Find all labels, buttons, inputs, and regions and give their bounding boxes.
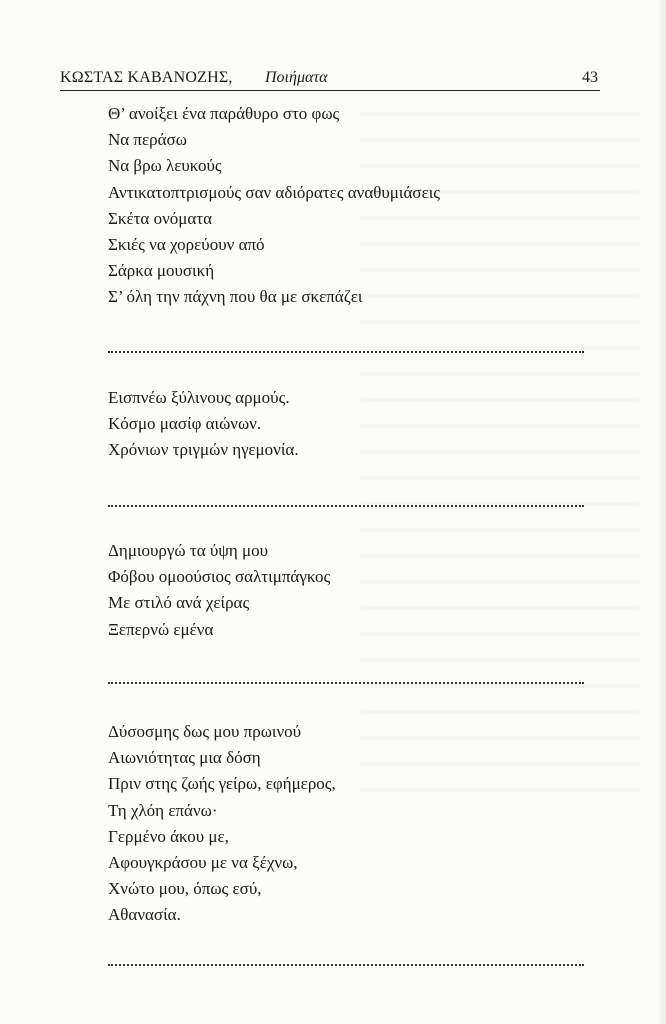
poem-line: Αθανασία. xyxy=(108,905,181,925)
poem-line: Δύσοσμης δως μου πρωινού xyxy=(108,722,302,741)
poem-line: Αφουγκράσου με να ξέχνω, xyxy=(108,853,298,873)
poem-line: Τη χλόη επάνω· xyxy=(108,800,218,820)
poem-line: Σ’ όλη την πάχνη που θα με σκεπάζει xyxy=(108,287,363,307)
poem-line: Χρόνιων τριγμών ηγεμονία. xyxy=(108,440,299,460)
dotted-separator xyxy=(108,505,584,507)
poem-line: Δημιουργώ τα ύψη μου xyxy=(108,541,269,560)
poem-line: Σκέτα ονόματα xyxy=(108,208,213,228)
stanza-1 xyxy=(108,101,588,311)
poem-line: Θ’ ανοίξει ένα παράθυρο στο φως xyxy=(108,104,340,123)
dotted-separator xyxy=(108,964,584,966)
poem-line: Να βρω λευκούς xyxy=(108,156,222,176)
dotted-separator xyxy=(108,682,584,684)
poem-line: Πριν στης ζωής γείρω, εφήμερος, xyxy=(108,774,336,794)
poem-line: Αντικατοπτρισμούς σαν αδιόρατες αναθυμιάσεις xyxy=(108,182,441,202)
poem-line: Εισπνέω ξύλινους αρμούς. xyxy=(108,388,290,407)
stanza-4 xyxy=(108,719,588,929)
stanza-2 xyxy=(108,385,588,464)
header-book-title: Ποιήματα xyxy=(265,69,328,86)
running-header xyxy=(60,66,600,91)
page-number: 43 xyxy=(582,69,598,86)
poem-line: Αιωνιότητας μια δόση xyxy=(108,748,261,768)
poem-line: Ξεπερνώ εμένα xyxy=(108,619,214,639)
poem-line: Να περάσω xyxy=(108,130,187,150)
poem-line: Φόβου ομοούσιος σαλτιμπάγκος xyxy=(108,567,331,587)
page-edge-shadow xyxy=(658,0,666,1024)
dotted-separator xyxy=(108,351,584,353)
poem-line: Σάρκα μουσική xyxy=(108,261,215,281)
poem-line: Με στιλό ανά χείρας xyxy=(108,593,250,613)
header-author: ΚΩΣΤΑΣ ΚΑΒΑΝΟΖΗΣ, xyxy=(60,69,233,86)
poem-line: Χνώτο μου, όπως εσύ, xyxy=(108,879,262,899)
poem-line: Γερμένο άκου με, xyxy=(108,826,229,846)
stanza-3 xyxy=(108,538,588,643)
poem-line: Κόσμο μασίφ αιώνων. xyxy=(108,414,262,434)
poem-line: Σκιές να χορεύουν από xyxy=(108,235,265,255)
